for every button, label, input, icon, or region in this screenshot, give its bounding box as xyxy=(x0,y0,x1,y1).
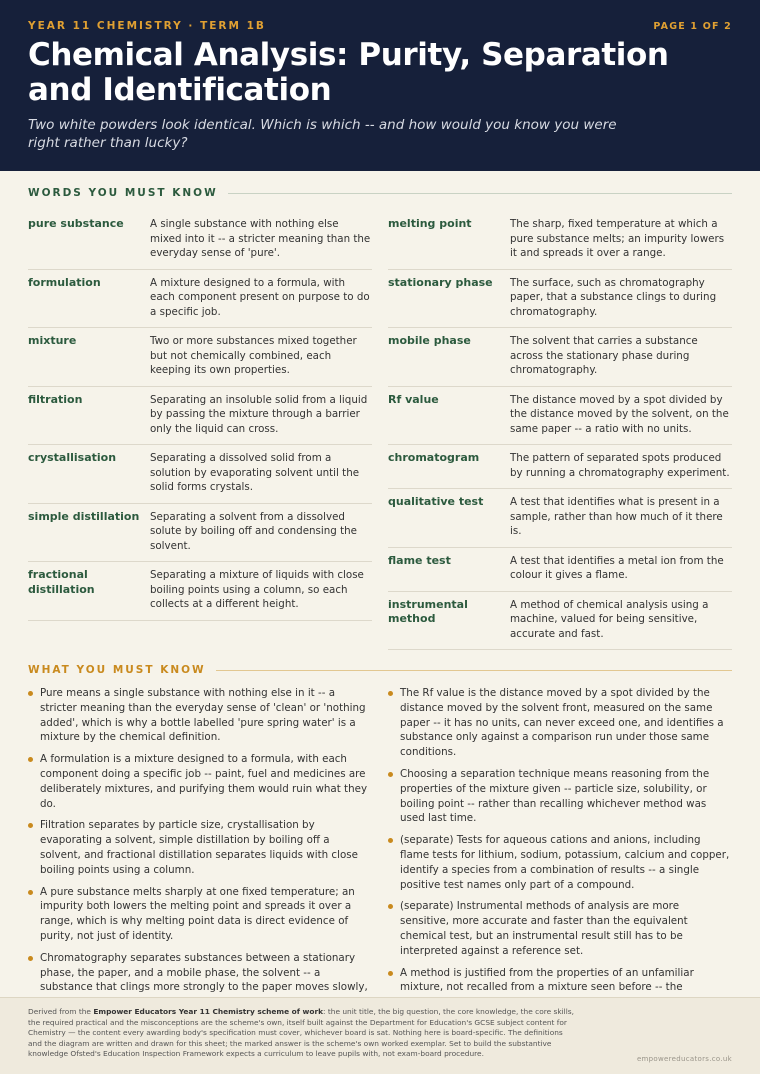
glossary-row xyxy=(388,270,732,329)
source-name: Empower Educators Year 11 Chemistry scheme of work xyxy=(93,1007,324,1016)
glossary-term: formulation xyxy=(28,275,101,289)
glossary-definition: The distance moved by a spot divided by the distance moved by the solvent, on the same paper -- a ratio with no units. xyxy=(510,393,729,435)
know-section-heading xyxy=(28,664,732,676)
glossary-definition: Separating a dissolved solid from a solution by evaporating solvent until the solid forms crystals. xyxy=(150,452,360,493)
glossary-definition: Separating a mixture of liquids with close boiling points using a column, so each collects at a different height. xyxy=(150,569,364,610)
source-body: : the unit title, the big question, the core knowledge, the core skills, the required practical and the misconceptions are the scheme's own, itself built against the Department for Education's GCSE subject content for Chemistry — the content every awarding body's specification must cover, whichever board is sat. Nothing here is board-specific. The definitions and the diagram are written and drawn for this sheet; the marked answer is the scheme's own worked exemplar. Set to build the substantive knowledge Ofsted's Education Inspection Framework expects a curriculum to leave pupils with, not exam-board procedure. xyxy=(28,1007,574,1059)
glossary-row xyxy=(28,504,372,563)
knowledge-point: Filtration separates by particle size, crystallisation by evaporating a solvent, simple distillation by boiling off a solvent, and fractional distillation separates liquids with close boiling points using a column. xyxy=(28,818,370,877)
glossary-row xyxy=(388,328,732,387)
glossary-term: qualitative test xyxy=(388,495,484,508)
know-list xyxy=(28,686,732,1017)
glossary-row xyxy=(388,548,732,592)
glossary-definition: A test that identifies a metal ion from the colour it gives a flame. xyxy=(510,554,724,581)
glossary-term: Rf value xyxy=(388,392,439,406)
glossary-term: instrumental method xyxy=(388,597,468,625)
words-heading-label: WORDS YOU MUST KNOW xyxy=(28,187,218,199)
know-column-left xyxy=(28,686,370,1017)
glossary-definition: Two or more substances mixed together but not chemically combined, each keeping its own properties. xyxy=(150,335,357,376)
glossary-term: stationary phase xyxy=(388,275,493,289)
know-column-right xyxy=(388,686,730,1017)
knowledge-point: The Rf value is the distance moved by a spot divided by the distance moved by the solvent front, measured on the same paper -- it has no units, can never exceed one, and identifies a substance only against a comparison run under those same conditions. xyxy=(388,686,730,760)
knowledge-point: A pure substance melts sharply at one fixed temperature; an impurity both lowers the melting point and spreads it over a range, which is why melting point data is direct evidence of purity, not just of identity. xyxy=(28,885,370,944)
glossary-row xyxy=(28,387,372,446)
glossary-definition: The pattern of separated spots produced by running a chromatography experiment. xyxy=(510,452,730,479)
glossary-term: pure substance xyxy=(28,217,124,230)
glossary-row xyxy=(388,387,732,446)
knowledge-point: (separate) Tests for aqueous cations and anions, including flame tests for lithium, sodium, potassium, calcium and copper, identify a species from a combination of results -- a single positive test names only part of a compound. xyxy=(388,833,730,892)
site-url: empowereducators.co.uk xyxy=(636,1055,732,1063)
glossary-term: crystallisation xyxy=(28,451,117,464)
source-note xyxy=(28,1007,578,1060)
glossary-row xyxy=(388,489,732,548)
glossary-row xyxy=(28,562,372,621)
glossary-term: chromatogram xyxy=(388,451,480,464)
glossary-term: mobile phase xyxy=(388,334,471,347)
glossary-row xyxy=(28,445,372,504)
page-number: PAGE 1 OF 2 xyxy=(653,21,732,32)
glossary-term: simple distillation xyxy=(28,509,140,523)
glossary-row xyxy=(28,270,372,329)
words-section-heading xyxy=(28,187,732,199)
words-heading-rule xyxy=(228,193,732,194)
knowledge-point: A formulation is a mixture designed to a formula, with each component doing a specific job -- paint, fuel and medicines are deliberately mixtures, and purifying them would ruin what they do. xyxy=(28,752,370,811)
glossary-definition: The sharp, fixed temperature at which a pure substance melts; an impurity lowers it and spreads it over a range. xyxy=(510,218,725,259)
glossary-term: mixture xyxy=(28,334,77,347)
glossary-term: filtration xyxy=(28,392,83,406)
glossary-term: melting point xyxy=(388,217,472,230)
header xyxy=(0,0,760,171)
glossary-row xyxy=(28,211,372,270)
glossary-term: flame test xyxy=(388,553,451,567)
source-prefix: Derived from the xyxy=(28,1007,94,1016)
glossary-row xyxy=(388,211,732,270)
knowledge-point: Chromatography separates substances between a stationary phase, the paper, and a mobile phase, the solvent -- a substance that clings more strongly to the paper moves slowly, xyxy=(28,951,370,1010)
glossary-definition: The solvent that carries a substance across the stationary phase during chromatography. xyxy=(510,335,698,376)
glossary-row xyxy=(388,592,732,651)
glossary-definition: Separating a solvent from a dissolved solute by boiling off and condensing the solvent. xyxy=(150,510,358,552)
course-label: YEAR 11 CHEMISTRY · TERM 1B xyxy=(28,20,266,32)
glossary-definition: A single substance with nothing else mixed into it -- a stricter meaning than the everyday sense of 'pure'. xyxy=(150,218,371,259)
glossary-row xyxy=(388,445,732,489)
page-title: Chemical Analysis: Purity, Separation and Identification xyxy=(28,37,669,108)
glossary xyxy=(28,211,732,650)
know-heading-label: WHAT YOU MUST KNOW xyxy=(28,664,206,676)
knowledge-point: Choosing a separation technique means reasoning from the properties of the mixture given -- particle size, solubility, or boiling point -- rather than recalling whichever method was used last time. xyxy=(388,767,730,826)
glossary-definition: A method of chemical analysis using a machine, valued for being sensitive, accurate and fast. xyxy=(510,598,709,640)
know-heading-rule xyxy=(216,670,732,671)
glossary-definition: Separating an insoluble solid from a liquid by passing the mixture through a barrier only the liquid can cross. xyxy=(150,393,368,435)
glossary-definition: The surface, such as chromatography paper, that a substance clings to during chromatography. xyxy=(510,276,717,318)
knowledge-point: Pure means a single substance with nothing else in it -- a stricter meaning than the everyday sense of 'clean' or 'nothing added', which is why a bottle labelled 'pure spring water' is a mixture by the chemical definition. xyxy=(28,686,370,745)
glossary-term: fractional distillation xyxy=(28,568,95,596)
footer xyxy=(0,997,760,1074)
glossary-column-right xyxy=(388,211,732,650)
glossary-definition: A mixture designed to a formula, with each component present on purpose to do a specific job. xyxy=(150,276,370,318)
glossary-definition: A test that identifies what is present in a sample, rather than how much of it there is. xyxy=(510,496,723,537)
big-question: Two white powders look identical. Which is which -- and how would you know you were right rather than lucky? xyxy=(28,117,617,151)
knowledge-point: (separate) Instrumental methods of analysis are more sensitive, more accurate and faster than the equivalent chemical test, but an instrumental result still has to be interpreted against a reference set. xyxy=(388,899,730,958)
knowledge-point: A method is justified from the properties of an unfamiliar mixture, not recalled from a mixture seen before -- the xyxy=(388,966,730,1010)
glossary-row xyxy=(28,328,372,387)
glossary-column-left xyxy=(28,211,372,650)
